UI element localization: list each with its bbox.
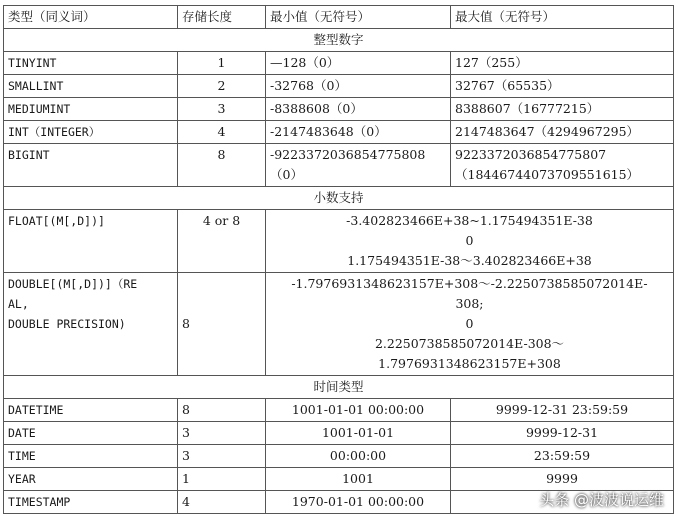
table-row: [4, 273, 674, 376]
max-cell: 8388607（16777215）: [451, 98, 674, 121]
max-cell: 9999: [451, 468, 674, 491]
min-line: -9223372036854775808: [270, 147, 426, 162]
table-row: [4, 52, 674, 75]
type-line: DOUBLE[(M[,D])]（RE: [8, 277, 138, 291]
type-cell: TIMESTAMP: [4, 491, 178, 514]
max-cell: 9999-12-31 23:59:59: [451, 399, 674, 422]
type-cell: [4, 273, 178, 376]
min-cell: 1001-01-01: [266, 422, 451, 445]
type-cell: YEAR: [4, 468, 178, 491]
length-value: 8: [182, 316, 190, 331]
min-cell: -8388608（0）: [266, 98, 451, 121]
length-cell: 4 or 8: [178, 210, 266, 273]
section-title: 整型数字: [4, 29, 674, 52]
type-cell: BIGINT: [4, 144, 178, 187]
length-cell: 4: [178, 491, 266, 514]
type-cell: DATETIME: [4, 399, 178, 422]
range-line: 2.2250738585072014E-308～: [374, 336, 565, 351]
length-cell: 3: [178, 98, 266, 121]
type-cell: FLOAT[(M[,D])]: [4, 210, 178, 273]
range-line: 308;: [455, 296, 484, 311]
min-cell: 1970-01-01 00:00:00: [266, 491, 451, 514]
length-cell: 1: [178, 468, 266, 491]
table-row: [4, 75, 674, 98]
range-cell: [266, 210, 674, 273]
min-cell: —128（0）: [266, 52, 451, 75]
type-cell: INT（INTEGER）: [4, 121, 178, 144]
max-cell: 9999-12-31: [451, 422, 674, 445]
table-row: [4, 98, 674, 121]
min-cell: -2147483648（0）: [266, 121, 451, 144]
length-cell: 2: [178, 75, 266, 98]
type-cell: TINYINT: [4, 52, 178, 75]
table-row: [4, 121, 674, 144]
type-cell: MEDIUMINT: [4, 98, 178, 121]
header-type: 类型（同义词）: [4, 6, 178, 29]
type-cell: SMALLINT: [4, 75, 178, 98]
length-cell: 1: [178, 52, 266, 75]
range-line: -3.402823466E+38~1.175494351E-38: [346, 213, 593, 228]
header-min: 最小值（无符号）: [266, 6, 451, 29]
range-line: 1.175494351E-38～3.402823466E+38: [347, 253, 592, 268]
max-cell: 32767（65535）: [451, 75, 674, 98]
type-cell: TIME: [4, 445, 178, 468]
header-row: [4, 6, 674, 29]
length-cell: 8: [178, 399, 266, 422]
max-cell: 127（255）: [451, 52, 674, 75]
min-cell: 00:00:00: [266, 445, 451, 468]
range-cell: [266, 273, 674, 376]
table-row: [4, 445, 674, 468]
min-cell: -32768（0）: [266, 75, 451, 98]
table-row: [4, 144, 674, 187]
range-line: 0: [465, 316, 474, 331]
min-line: （0）: [270, 167, 303, 182]
type-line: AL,: [8, 297, 29, 311]
range-line: -1.7976931348623157E+308～-2.2250738585072014E-: [291, 276, 648, 291]
type-cell: DATE: [4, 422, 178, 445]
header-length: 存储长度: [178, 6, 266, 29]
length-cell: [178, 273, 266, 376]
section-row-decimal: [4, 187, 674, 210]
max-cell: 2147483647（4294967295）: [451, 121, 674, 144]
type-line: DOUBLE PRECISION): [8, 317, 126, 331]
max-line: 9223372036854775807: [455, 147, 607, 162]
table-row: [4, 422, 674, 445]
section-title: 时间类型: [4, 376, 674, 399]
min-cell: [266, 144, 451, 187]
length-cell: 3: [178, 445, 266, 468]
header-max: 最大值（无符号）: [451, 6, 674, 29]
range-line: 1.7976931348623157E+308: [378, 356, 561, 371]
max-cell: [451, 144, 674, 187]
min-cell: 1001-01-01 00:00:00: [266, 399, 451, 422]
watermark: 头条 @波波说运维: [539, 491, 664, 509]
table-row: [4, 210, 674, 273]
range-line: 0: [465, 233, 474, 248]
min-cell: 1001: [266, 468, 451, 491]
section-row-time: [4, 376, 674, 399]
section-title: 小数支持: [4, 187, 674, 210]
length-cell: 8: [178, 144, 266, 187]
max-cell: 23:59:59: [451, 445, 674, 468]
table-row: [4, 399, 674, 422]
max-line: （18446744073709551615）: [455, 167, 640, 182]
section-row-integer: [4, 29, 674, 52]
mysql-types-table: [3, 5, 674, 514]
length-cell: 3: [178, 422, 266, 445]
length-cell: 4: [178, 121, 266, 144]
table-row: [4, 468, 674, 491]
